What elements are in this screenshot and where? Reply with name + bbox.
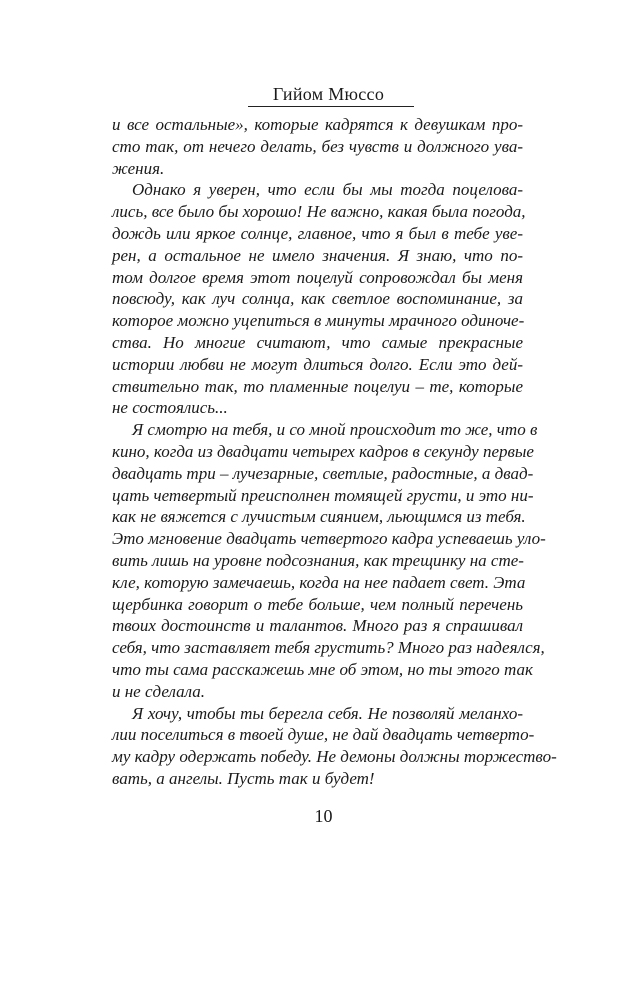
text-line: не состоялись... [112,398,228,418]
text-line: что ты сама расскажешь мне об этом, но ты этого так [112,659,533,679]
text-line: Это мгновение двадцать четвертого кадра успеваешь уло- [112,529,546,549]
text-line: и не сделала. [112,681,205,701]
header-rule [248,106,414,107]
text-line: лись, все было бы хорошо! Не важно, какая была погода, [112,202,526,222]
text-line: дождь или яркое солнце, главное, что я был в тебе уве- [112,223,523,243]
text-line: себя, что заставляет тебя грустить? Много раз надеялся, [112,638,545,658]
text-line: му кадру одержать победу. Не демоны должны торжество- [112,747,557,767]
text-line: Однако я уверен, что если бы мы тогда поцелова- [132,180,523,200]
text-line: щербинка говорит о тебе больше, чем полный перечень [112,594,523,614]
text-line: которое можно уцепиться в минуты мрачного одиноче- [112,311,525,331]
text-line: лии поселиться в твоей душе, не дай двадцать четверто- [112,725,535,745]
paragraph [112,419,546,702]
paragraph [112,179,526,419]
author-name: Гийом Мюссо [272,84,385,104]
text-line: вить лишь на уровне подсознания, как трещинку на сте- [112,550,524,570]
text-line: Я хочу, чтобы ты берегла себя. Не позволяй меланхо- [132,703,523,723]
paragraph [112,703,557,790]
text-line: Я смотрю на тебя, и со мной происходит то же, что в [132,420,538,440]
text-line: истории любви не могут длиться долго. Если это дей- [112,354,523,374]
running-header [0,84,619,105]
text-line: кино, когда из двадцати четырех кадров в секунду первые [112,441,534,461]
text-line: сто так, от нечего делать, без чувств и должного ува- [112,136,523,156]
text-line: вать, а ангелы. Пусть так и будет! [112,768,375,788]
page-number: 10 [314,806,333,826]
text-line: твоих достоинств и талантов. Много раз я спрашивал [112,616,523,636]
text-line: том долгое время этот поцелуй сопровождал бы меня [112,267,523,287]
text-line: цать четвертый преисполнен томящей грусти, и это ни- [112,485,534,505]
page-body-text [112,114,557,790]
text-line: кле, которую замечаешь, когда на нее падает свет. Эта [112,572,526,592]
text-line: ства. Но многие считают, что самые прекрасные [112,332,523,352]
text-line: ствительно так, то пламенные поцелуи – те, которые [112,376,523,396]
text-line: двадцать три – лучезарные, светлые, радостные, а двад- [112,463,534,483]
paragraph [112,114,523,179]
text-line: рен, а остальное не имело значения. Я знаю, что по- [112,245,523,265]
text-line: и все остальные», которые кадрятся к девушкам про- [112,115,523,134]
text-line: как не вяжется с лучистым сиянием, льющимся из тебя. [112,507,526,527]
text-line: повсюду, как луч солнца, как светлое воспоминание, за [112,289,523,309]
text-line: жения. [112,158,165,178]
